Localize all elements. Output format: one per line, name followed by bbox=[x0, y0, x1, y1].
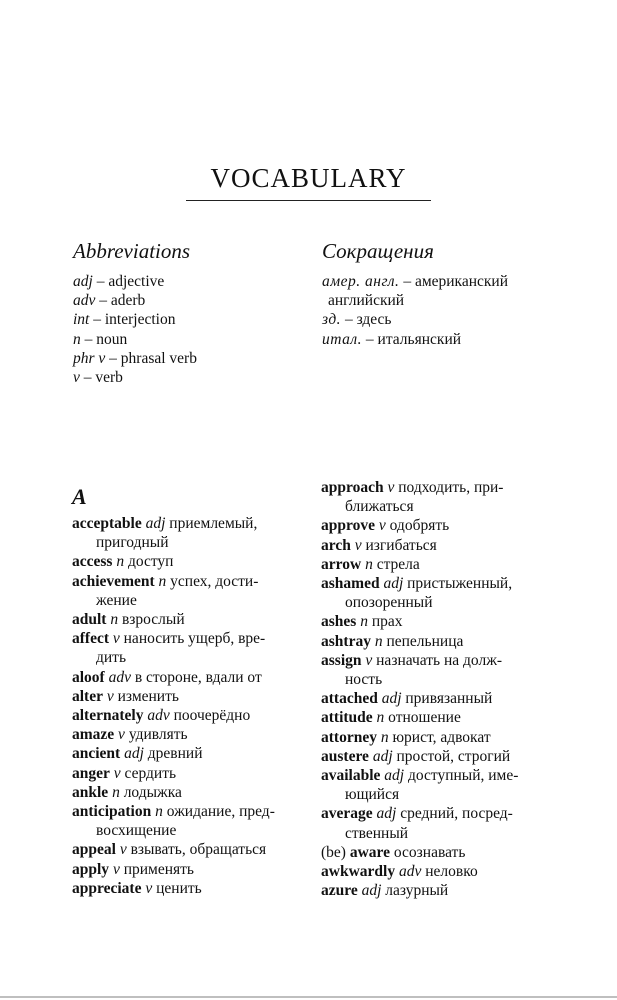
entry-headword: attitude bbox=[321, 709, 373, 727]
entry-part-of-speech: v bbox=[378, 517, 386, 535]
abbreviation-item bbox=[73, 272, 298, 291]
vocabulary-entry bbox=[72, 552, 296, 571]
vocabulary-entry bbox=[72, 840, 296, 859]
abbreviation-ru-item bbox=[322, 310, 567, 329]
abbreviations-russian bbox=[322, 238, 567, 349]
abbreviation-ru-item bbox=[322, 272, 567, 310]
vocabulary-entry bbox=[72, 802, 296, 840]
vocabulary-entry bbox=[321, 689, 547, 708]
abbreviation-code: int bbox=[73, 311, 90, 329]
entry-headword: austere bbox=[321, 747, 369, 765]
entry-translation-continuation: ность bbox=[345, 671, 383, 689]
entry-part-of-speech: adv bbox=[108, 668, 131, 686]
entry-part-of-speech: n bbox=[158, 572, 167, 590]
entry-part-of-speech: n bbox=[116, 553, 125, 571]
entry-headword: available bbox=[321, 767, 381, 785]
entry-translation: лазурный bbox=[385, 882, 449, 900]
entry-translation-continuation: ственный bbox=[345, 824, 409, 842]
entry-translation: изгибаться bbox=[365, 536, 437, 554]
vocabulary-entry bbox=[321, 708, 547, 727]
abbreviation-meaning: – interjection bbox=[89, 311, 176, 329]
vocabulary-column-right bbox=[321, 478, 547, 900]
abbreviations-heading: Abbreviations bbox=[73, 239, 191, 263]
entry-headword: alternately bbox=[72, 707, 144, 725]
abbreviation-ru-meaning: – итальянский bbox=[362, 330, 462, 348]
entry-headword: approve bbox=[321, 517, 375, 535]
abbreviation-code: n bbox=[73, 330, 81, 348]
abbreviation-meaning: – adjective bbox=[92, 273, 165, 290]
entry-part-of-speech: v bbox=[365, 651, 373, 669]
entry-headword: alter bbox=[72, 687, 103, 705]
title-underline bbox=[186, 200, 431, 201]
abbreviation-code: phr v bbox=[73, 349, 106, 367]
entry-part-of-speech: v bbox=[354, 536, 362, 554]
abbreviation-code: adv bbox=[73, 292, 96, 310]
entry-part-of-speech: adj bbox=[376, 805, 397, 823]
entry-translation: средний, посред- bbox=[400, 805, 513, 823]
vocabulary-entry bbox=[72, 610, 296, 629]
entry-translation: применять bbox=[123, 860, 194, 878]
abbreviation-ru-code: зд. bbox=[322, 311, 342, 329]
entry-translation-continuation: опозоренный bbox=[345, 594, 433, 612]
entry-translation: взрослый bbox=[121, 611, 185, 629]
entry-part-of-speech: n bbox=[365, 555, 373, 573]
vocabulary-entry bbox=[321, 478, 547, 516]
entry-part-of-speech: n bbox=[112, 783, 120, 801]
entry-headword: ashamed bbox=[321, 575, 380, 593]
entry-headword: adult bbox=[72, 611, 107, 629]
entry-part-of-speech: v bbox=[112, 860, 120, 878]
vocabulary-entry bbox=[321, 612, 547, 631]
entry-part-of-speech: n bbox=[155, 803, 163, 821]
vocabulary-entry bbox=[72, 725, 296, 744]
entry-headword: access bbox=[72, 553, 113, 571]
entry-translation: отношение bbox=[388, 709, 461, 727]
entry-translation: осознавать bbox=[393, 843, 466, 861]
entry-translation: прах bbox=[371, 613, 403, 631]
entry-translation: юрист, адвокат bbox=[392, 728, 491, 746]
abbreviation-ru-code: амер. англ. bbox=[322, 273, 400, 290]
entry-part-of-speech: v bbox=[119, 841, 127, 859]
vocabulary-entry bbox=[321, 555, 547, 574]
abbreviation-code: adj bbox=[73, 273, 93, 290]
vocabulary-entry bbox=[72, 879, 296, 898]
entry-translation-continuation: ближаться bbox=[345, 498, 414, 516]
entry-part-of-speech: adj bbox=[381, 690, 402, 708]
entry-part-of-speech: adj bbox=[145, 515, 166, 532]
entry-translation: привязанный bbox=[405, 690, 493, 708]
abbreviation-item bbox=[73, 368, 298, 387]
entry-translation: подходить, при- bbox=[398, 479, 504, 496]
vocabulary-entry bbox=[321, 574, 547, 612]
entry-part-of-speech: n bbox=[374, 632, 383, 650]
vocabulary-entry bbox=[72, 783, 296, 802]
entry-translation-continuation: пригодный bbox=[96, 534, 169, 552]
entry-translation: ценить bbox=[156, 879, 202, 897]
entry-headword: ankle bbox=[72, 783, 109, 801]
vocabulary-entry bbox=[72, 514, 296, 552]
entry-part-of-speech: adj bbox=[361, 882, 382, 900]
entry-translation: неловко bbox=[425, 863, 478, 881]
entry-headword: affect bbox=[72, 630, 109, 648]
entry-headword: anticipation bbox=[72, 803, 152, 821]
entry-headword: achievement bbox=[72, 572, 155, 590]
vocabulary-entry bbox=[72, 687, 296, 706]
abbreviation-item bbox=[73, 330, 298, 349]
abbreviation-ru-item bbox=[322, 330, 567, 349]
entry-translation: доступный, име- bbox=[407, 767, 519, 785]
entry-headword: attached bbox=[321, 690, 378, 708]
entry-part-of-speech: n bbox=[380, 728, 389, 746]
entry-headword: arch bbox=[321, 536, 351, 554]
entry-headword: ashtray bbox=[321, 632, 371, 650]
entry-part-of-speech: adv bbox=[398, 863, 422, 881]
abbreviation-ru-meaning: – здесь bbox=[341, 311, 392, 329]
abbreviations-ru-list bbox=[322, 272, 567, 349]
entry-headword: arrow bbox=[321, 555, 362, 573]
entry-headword: apply bbox=[72, 860, 110, 878]
entry-translation: сердить bbox=[124, 764, 177, 782]
entry-translation: приемлемый, bbox=[169, 515, 258, 532]
vocabulary-entry bbox=[321, 516, 547, 535]
vocabulary-entry bbox=[321, 632, 547, 651]
entry-translation: изменить bbox=[117, 687, 179, 705]
entry-translation: одобрять bbox=[389, 517, 450, 535]
abbreviation-ru-code: итал. bbox=[322, 330, 363, 348]
entry-headword: aloof bbox=[72, 668, 105, 686]
entry-translation: назначать на долж- bbox=[376, 651, 503, 669]
entry-translation: пристыженный, bbox=[407, 575, 513, 593]
entry-headword: aware bbox=[349, 843, 391, 861]
entry-part-of-speech: adj bbox=[383, 575, 404, 593]
entry-headword: awkwardly bbox=[321, 863, 396, 881]
entry-headword: ancient bbox=[72, 745, 121, 763]
vocabulary-entry bbox=[72, 668, 296, 687]
entry-part-of-speech: v bbox=[145, 879, 153, 897]
vocabulary-entry bbox=[72, 629, 296, 667]
abbreviations-list bbox=[73, 272, 298, 387]
entry-headword: average bbox=[321, 805, 373, 823]
entry-headword: acceptable bbox=[72, 515, 142, 532]
entry-translation: доступ bbox=[127, 553, 174, 571]
entry-translation-continuation: дить bbox=[96, 649, 127, 667]
entry-headword: appreciate bbox=[72, 879, 142, 897]
entry-translation: лодыжка bbox=[123, 783, 182, 801]
vocabulary-entry bbox=[72, 764, 296, 783]
vocabulary-column-left bbox=[72, 514, 296, 898]
vocabulary-entry bbox=[72, 860, 296, 879]
entry-headword: appeal bbox=[72, 841, 116, 859]
abbreviations-ru-heading: Сокращения bbox=[322, 239, 434, 263]
page-title: VOCABULARY bbox=[210, 163, 407, 193]
vocabulary-entry bbox=[321, 766, 547, 804]
section-letter: A bbox=[72, 484, 87, 509]
entry-translation: поочерёдно bbox=[173, 707, 251, 725]
entry-part-of-speech: v bbox=[118, 726, 125, 744]
page-bottom-edge bbox=[0, 996, 617, 998]
entry-translation-continuation: восхищение bbox=[96, 822, 177, 840]
vocabulary-entry bbox=[72, 744, 296, 763]
vocabulary-entry bbox=[321, 747, 547, 766]
entry-headword: assign bbox=[321, 651, 362, 669]
entry-part-of-speech: adv bbox=[147, 707, 170, 725]
vocabulary-entry bbox=[72, 572, 296, 610]
entry-translation: ожидание, пред- bbox=[166, 803, 275, 821]
abbreviation-meaning: – noun bbox=[80, 330, 128, 348]
entry-part-of-speech: v bbox=[387, 479, 395, 496]
entry-headword: ashes bbox=[321, 613, 357, 631]
abbreviation-meaning: – verb bbox=[79, 369, 123, 387]
vocabulary-entry bbox=[321, 728, 547, 747]
vocabulary-entry bbox=[72, 706, 296, 725]
entry-translation-continuation: жение bbox=[96, 591, 137, 609]
abbreviation-item bbox=[73, 349, 298, 368]
entry-part-of-speech: n bbox=[360, 613, 368, 631]
vocabulary-entry bbox=[321, 536, 547, 555]
entry-part-of-speech: n bbox=[110, 611, 119, 629]
entry-translation-continuation: ющийся bbox=[345, 786, 400, 804]
vocabulary-entry bbox=[321, 862, 547, 881]
entry-translation: успех, дости- bbox=[170, 572, 259, 590]
entry-translation: древний bbox=[147, 745, 203, 763]
entry-translation: пепельница bbox=[386, 632, 464, 650]
entry-part-of-speech: adj bbox=[124, 745, 144, 763]
entry-translation: удивлять bbox=[128, 726, 188, 744]
entry-part-of-speech: adj bbox=[372, 747, 393, 765]
entry-headword: attorney bbox=[321, 728, 377, 746]
vocabulary-entry bbox=[321, 843, 547, 862]
entry-part-of-speech: v bbox=[106, 687, 114, 705]
entry-translation: простой, строгий bbox=[396, 747, 511, 765]
entry-prefix: (be) bbox=[321, 843, 350, 861]
vocabulary-entry bbox=[321, 651, 547, 689]
entry-part-of-speech: adj bbox=[384, 767, 405, 785]
entry-translation: в стороне, вдали от bbox=[134, 668, 262, 686]
entry-headword: azure bbox=[321, 882, 358, 900]
abbreviations-english bbox=[73, 238, 298, 387]
vocabulary-entry bbox=[321, 881, 547, 900]
entry-part-of-speech: v bbox=[113, 764, 121, 782]
abbreviation-meaning: – phrasal verb bbox=[105, 349, 197, 367]
abbreviation-ru-continuation: английский bbox=[328, 292, 405, 310]
entry-part-of-speech: v bbox=[112, 630, 120, 648]
entry-translation: взывать, обращаться bbox=[130, 841, 267, 859]
abbreviation-code: v bbox=[73, 369, 80, 387]
entry-headword: approach bbox=[321, 479, 384, 496]
abbreviation-ru-meaning: – американский bbox=[399, 273, 509, 290]
abbreviation-item bbox=[73, 291, 298, 310]
entry-translation: наносить ущерб, вре- bbox=[123, 630, 266, 648]
vocabulary-entry bbox=[321, 804, 547, 842]
abbreviation-item bbox=[73, 310, 298, 329]
entry-part-of-speech: n bbox=[376, 709, 385, 727]
entry-headword: amaze bbox=[72, 726, 115, 744]
entry-headword: anger bbox=[72, 764, 110, 782]
abbreviation-meaning: – aderb bbox=[95, 292, 146, 310]
entry-translation: стрела bbox=[376, 555, 420, 573]
